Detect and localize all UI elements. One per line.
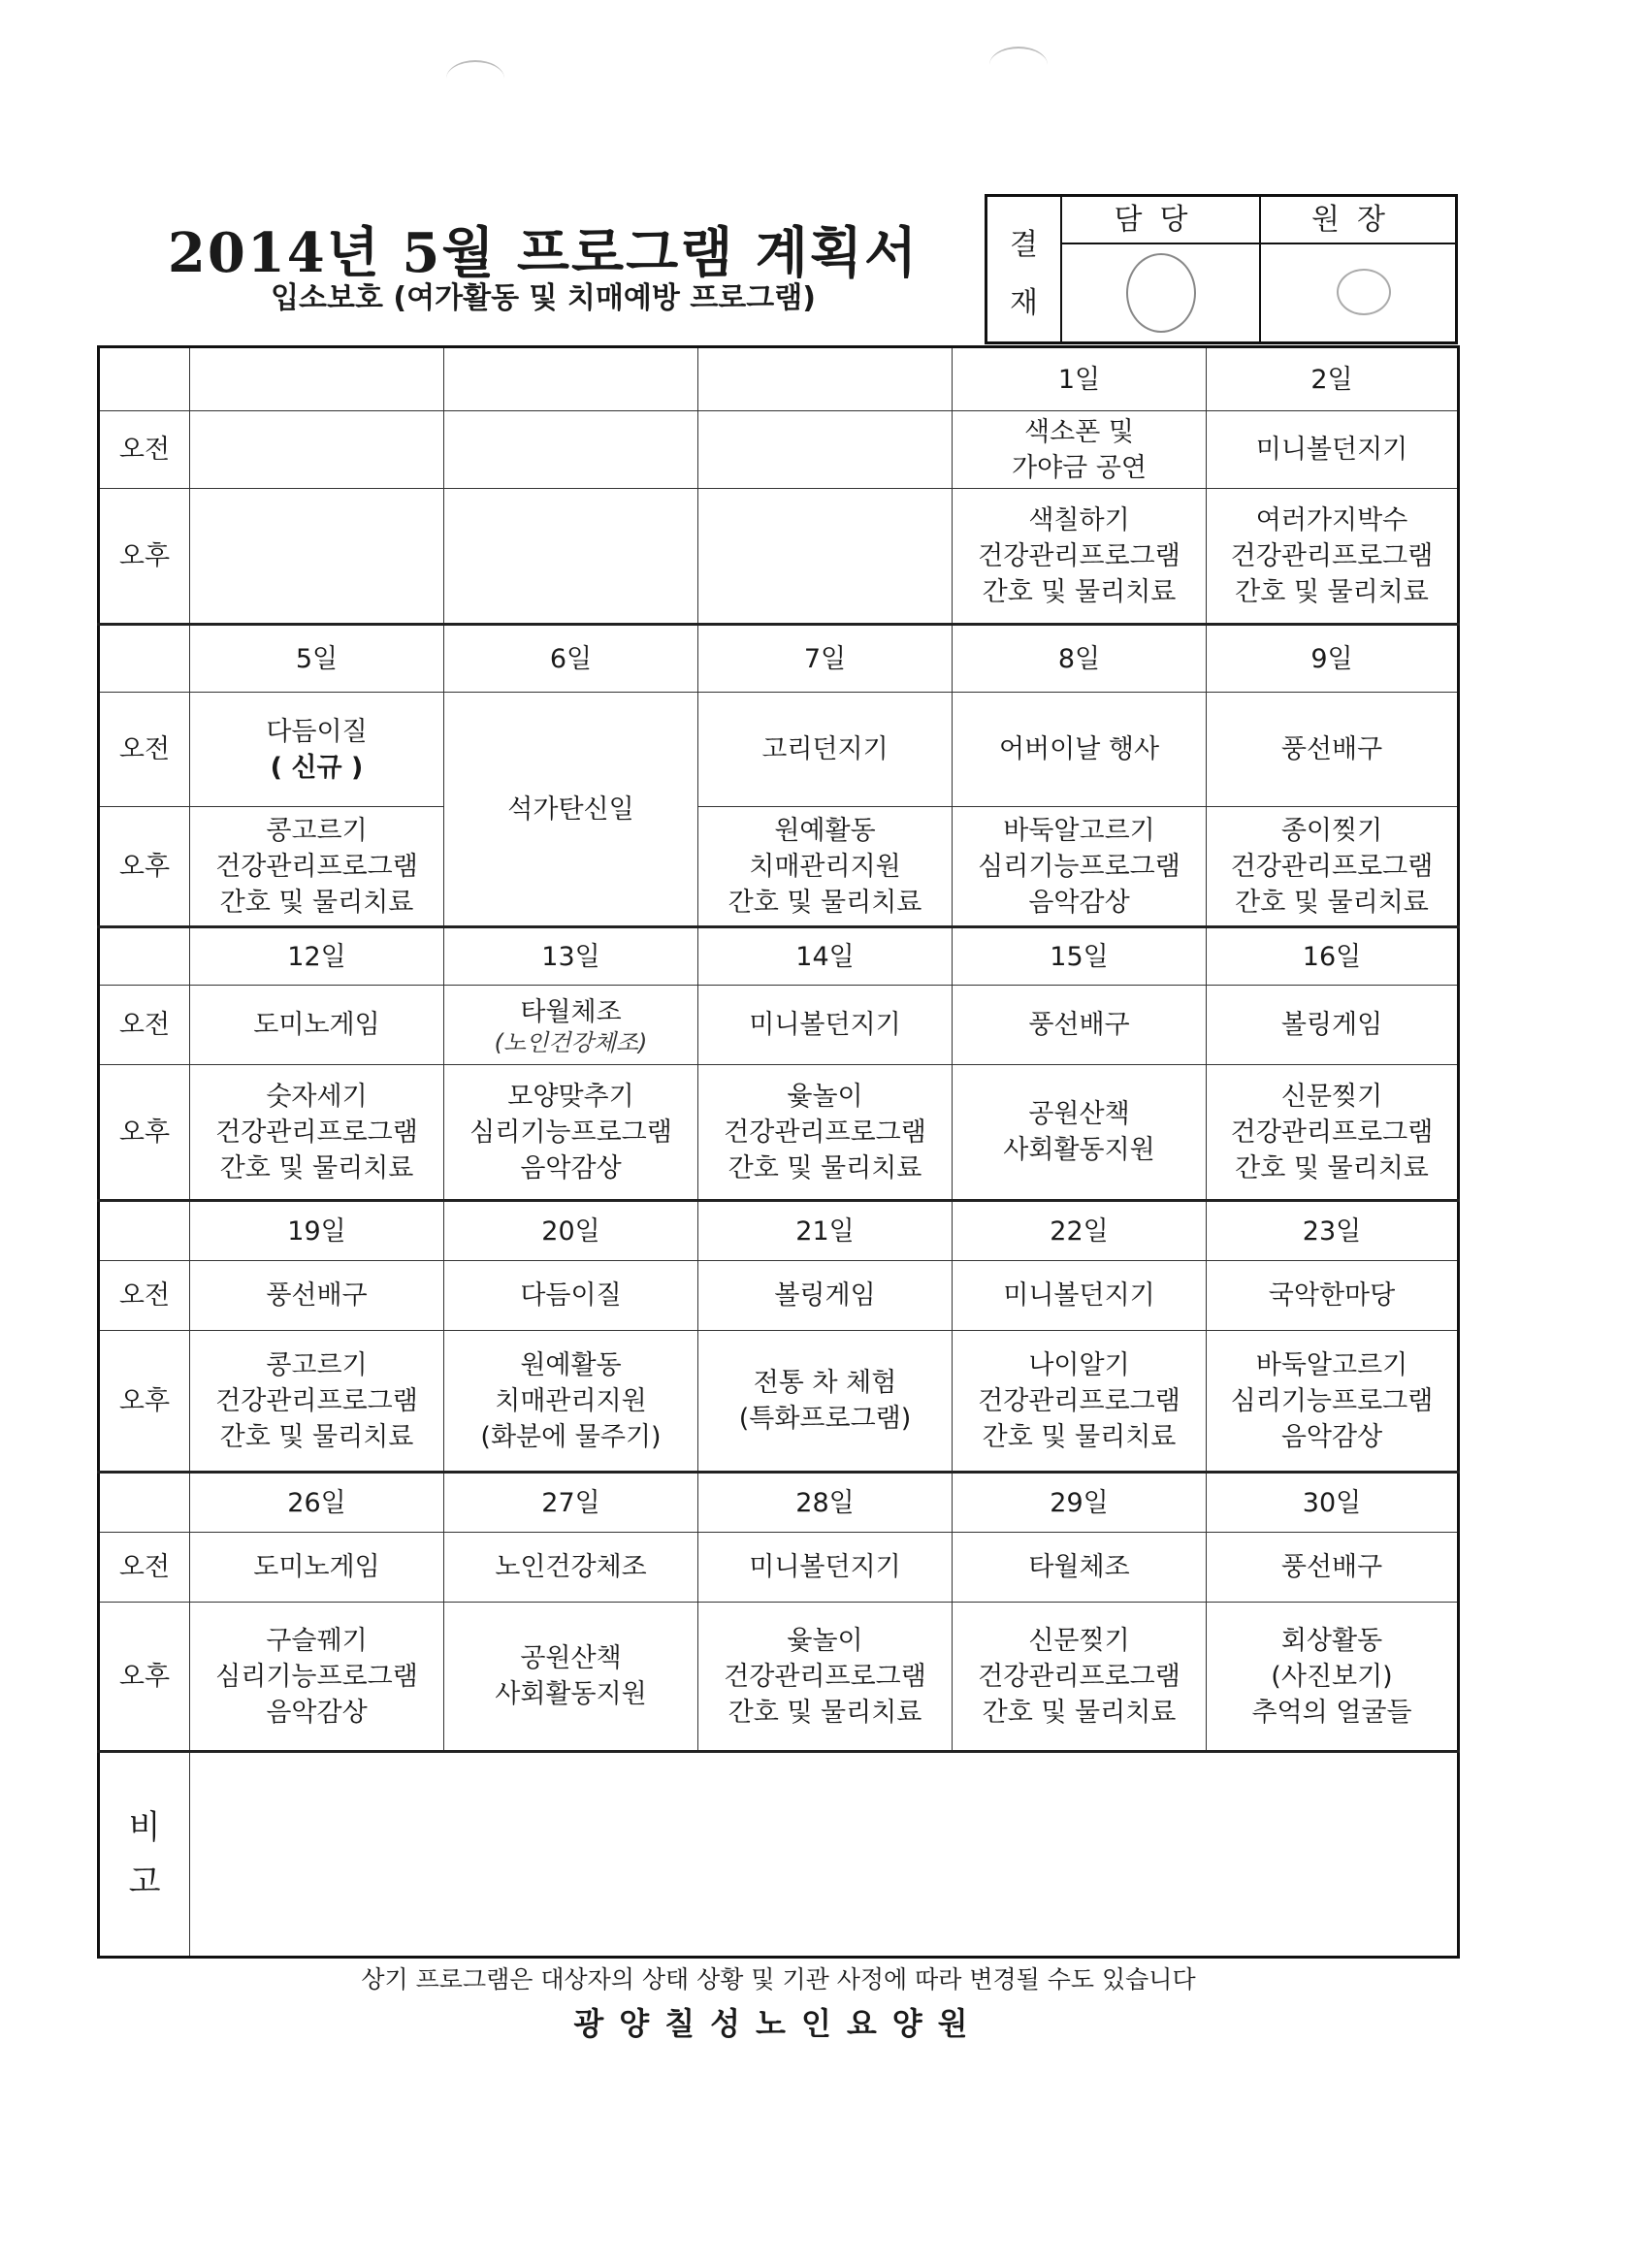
- week-3-am-row: [99, 986, 1459, 1065]
- program-line: 치매관리지원: [495, 1385, 647, 1416]
- am-cell: [1207, 693, 1459, 807]
- week-5-am-row: [99, 1533, 1459, 1603]
- pm-cell: [953, 807, 1207, 927]
- program-line: 건강관리프로그램: [978, 1661, 1180, 1692]
- program-line: 종이찢기: [1280, 815, 1383, 846]
- date-cell: 23일: [1207, 1201, 1459, 1261]
- program-line: 미니볼던지기: [1003, 1280, 1155, 1311]
- remarks-body: [190, 1752, 1459, 1958]
- program-line: 건강관리프로그램: [1230, 540, 1434, 571]
- program-line: 도미노게임: [253, 1010, 380, 1040]
- pm-cell: [698, 1331, 953, 1473]
- date-cell: 12일: [190, 927, 444, 986]
- program-line: 나이알기: [1028, 1349, 1130, 1380]
- date-cell: [698, 347, 953, 411]
- pm-cell: [190, 1065, 444, 1201]
- corner-cell: [99, 1201, 190, 1261]
- am-cell: [698, 986, 953, 1065]
- pm-label: 오후: [99, 807, 190, 927]
- pm-cell: [953, 1331, 1207, 1473]
- date-cell: 30일: [1207, 1473, 1459, 1533]
- am-label: 오전: [99, 411, 190, 489]
- program-line: 건강관리프로그램: [215, 1385, 418, 1416]
- pm-cell: [190, 807, 444, 927]
- program-line: 간호 및 물리치료: [728, 887, 922, 918]
- week-2-date-row: [99, 625, 1459, 693]
- approval-side-bottom: 재: [1010, 286, 1038, 320]
- week-5-date-row: [99, 1473, 1459, 1533]
- am-cell: [190, 1261, 444, 1331]
- holiday-label: 석가탄신일: [507, 794, 634, 825]
- program-line: 심리기능프로그램: [978, 851, 1180, 882]
- program-line: 심리기능프로그램: [215, 1661, 418, 1692]
- pm-cell: [444, 1331, 698, 1473]
- date-cell: [190, 347, 444, 411]
- schedule-table: [97, 345, 1460, 1959]
- week-4-date-row: [99, 1201, 1459, 1261]
- approval-col-manager-label: 담당: [1060, 197, 1259, 244]
- program-line: 추억의 얼굴들: [1251, 1697, 1412, 1728]
- pm-cell: [698, 1065, 953, 1201]
- week-1-pm-row: [99, 489, 1459, 625]
- program-line: 건강관리프로그램: [978, 1385, 1180, 1416]
- date-cell: 9일: [1207, 625, 1459, 693]
- pm-cell: [698, 489, 953, 625]
- pm-cell: [444, 1603, 698, 1752]
- program-line: 도미노게임: [253, 1552, 380, 1582]
- pm-cell: [953, 1065, 1207, 1201]
- program-line: 볼링게임: [1280, 1010, 1383, 1040]
- am-cell: [190, 411, 444, 489]
- program-line: 다듬이질: [520, 1280, 622, 1311]
- date-cell: 15일: [953, 927, 1207, 986]
- pm-label: 오후: [99, 1603, 190, 1752]
- am-cell: [190, 1533, 444, 1603]
- pm-label: 오후: [99, 1065, 190, 1201]
- program-line: 간호 및 물리치료: [982, 1421, 1177, 1452]
- program-line: 심리기능프로그램: [469, 1117, 672, 1148]
- program-line: 원예활동: [774, 815, 876, 846]
- program-line: 건강관리프로그램: [215, 851, 418, 882]
- am-cell: [698, 1533, 953, 1603]
- program-line: 건강관리프로그램: [978, 540, 1180, 571]
- week-2-am-row: [99, 693, 1459, 807]
- date-cell: 28일: [698, 1473, 953, 1533]
- corner-cell: [99, 927, 190, 986]
- program-line: 간호 및 물리치료: [728, 1152, 922, 1183]
- week-4-am-row: [99, 1261, 1459, 1331]
- program-line: 콩고르기: [266, 1349, 368, 1380]
- date-cell: 14일: [698, 927, 953, 986]
- date-cell: 8일: [953, 625, 1207, 693]
- date-cell: 22일: [953, 1201, 1207, 1261]
- pm-cell: [444, 1065, 698, 1201]
- pm-cell: [190, 489, 444, 625]
- program-line: 노인건강체조: [495, 1552, 647, 1582]
- program-line: 모양맞추기: [507, 1081, 634, 1112]
- am-cell: [1207, 411, 1459, 489]
- page-title: 2014년 5월 프로그램 계획서: [167, 221, 920, 285]
- date-cell: 7일: [698, 625, 953, 693]
- program-line: 가야금 공연: [1012, 452, 1147, 483]
- date-cell: 27일: [444, 1473, 698, 1533]
- program-line: 사회활동지원: [495, 1679, 647, 1709]
- date-cell: 26일: [190, 1473, 444, 1533]
- program-line: 색소폰 및: [1024, 416, 1134, 447]
- approval-side-label: [987, 197, 1062, 341]
- pm-cell: [444, 489, 698, 625]
- program-line: 간호 및 물리치료: [728, 1697, 922, 1728]
- date-cell: 19일: [190, 1201, 444, 1261]
- program-line: 간호 및 물리치료: [982, 1697, 1177, 1728]
- program-line: 바둑알고르기: [1003, 815, 1155, 846]
- director-signature-icon: [1337, 269, 1391, 315]
- am-cell: [698, 411, 953, 489]
- program-line: 풍선배구: [266, 1280, 368, 1311]
- am-cell: [1207, 1533, 1459, 1603]
- program-line: 건강관리프로그램: [724, 1117, 926, 1148]
- program-line: 건강관리프로그램: [724, 1661, 926, 1692]
- corner-cell: [99, 625, 190, 693]
- program-line: 국악한마당: [1268, 1280, 1396, 1311]
- program-line: 공원산책: [520, 1643, 622, 1673]
- program-line: 간호 및 물리치료: [1235, 887, 1429, 918]
- program-line: 바둑알고르기: [1255, 1349, 1408, 1380]
- am-label: 오전: [99, 1533, 190, 1603]
- program-line: (특화프로그램): [738, 1404, 912, 1434]
- am-cell: [1207, 986, 1459, 1065]
- program-line: 윷놀이: [787, 1081, 863, 1112]
- program-line: 색칠하기: [1028, 504, 1130, 535]
- pm-cell: [698, 807, 953, 927]
- date-cell: 20일: [444, 1201, 698, 1261]
- pm-cell: [190, 1331, 444, 1473]
- program-line: 간호 및 물리치료: [219, 1152, 414, 1183]
- pm-label: 오후: [99, 1331, 190, 1473]
- punch-hole-mark-right: [989, 47, 1048, 83]
- program-line: 음악감상: [520, 1152, 622, 1183]
- am-cell: [444, 1261, 698, 1331]
- corner-cell: [99, 347, 190, 411]
- approval-box: [985, 194, 1458, 344]
- program-line: 여러가지박수: [1255, 504, 1408, 535]
- punch-hole-mark-left: [446, 60, 504, 97]
- program-line: 사회활동지원: [1003, 1135, 1155, 1165]
- program-line: 고리던지기: [761, 734, 889, 764]
- am-cell: [698, 693, 953, 807]
- am-cell: [953, 1533, 1207, 1603]
- pm-cell: [1207, 807, 1459, 927]
- pm-cell: [698, 1603, 953, 1752]
- program-line: 미니볼던지기: [749, 1552, 901, 1582]
- program-line: 타월체조: [1028, 1552, 1130, 1582]
- pm-cell: [953, 1603, 1207, 1752]
- program-line: 건강관리프로그램: [1230, 1117, 1434, 1148]
- program-line: 미니볼던지기: [1255, 435, 1408, 465]
- program-line: 풍선배구: [1028, 1010, 1130, 1040]
- week-5-pm-row: [99, 1603, 1459, 1752]
- remarks-label-2: 고: [128, 1862, 161, 1901]
- approval-col-manager: [1060, 197, 1261, 341]
- program-line: 간호 및 물리치료: [1235, 576, 1429, 607]
- am-cell: [953, 986, 1207, 1065]
- date-cell: 21일: [698, 1201, 953, 1261]
- program-line: 건강관리프로그램: [1230, 851, 1434, 882]
- am-cell: [953, 693, 1207, 807]
- pm-cell: [1207, 1065, 1459, 1201]
- am-cell: [444, 986, 698, 1065]
- program-line: 간호 및 물리치료: [982, 576, 1177, 607]
- program-line: (사진보기): [1271, 1661, 1393, 1692]
- week-4-pm-row: [99, 1331, 1459, 1473]
- program-line: 간호 및 물리치료: [1235, 1152, 1429, 1183]
- date-cell: 16일: [1207, 927, 1459, 986]
- am-cell: [190, 986, 444, 1065]
- program-line: 구슬꿰기: [266, 1625, 368, 1656]
- page-subtitle: 입소보호 (여가활동 및 치매예방 프로그램): [271, 281, 816, 315]
- pm-cell: [953, 489, 1207, 625]
- program-line: 풍선배구: [1280, 1552, 1383, 1582]
- program-line: 타월체조: [520, 997, 622, 1027]
- remarks-row: [99, 1752, 1459, 1958]
- program-line: 숫자세기: [266, 1081, 368, 1112]
- corner-cell: [99, 1473, 190, 1533]
- am-cell: [953, 411, 1207, 489]
- pm-cell: [1207, 1603, 1459, 1752]
- organization-name: 광양칠성노인요양원: [573, 2005, 984, 2042]
- program-line: 미니볼던지기: [749, 1010, 901, 1040]
- pm-cell: [1207, 1331, 1459, 1473]
- am-label: 오전: [99, 693, 190, 807]
- program-line: 원예활동: [520, 1349, 622, 1380]
- program-line: 풍선배구: [1280, 734, 1383, 764]
- program-line-new: ( 신규 ): [270, 752, 364, 783]
- change-notice: 상기 프로그램은 대상자의 상태 상황 및 기관 사정에 따라 변경될 수도 있습니다: [361, 1965, 1196, 1993]
- am-cell: [444, 411, 698, 489]
- date-cell: [444, 347, 698, 411]
- week-1-am-row: [99, 411, 1459, 489]
- approval-side-top: 결: [1010, 228, 1038, 262]
- am-label: 오전: [99, 986, 190, 1065]
- remarks-label-1: 비: [128, 1807, 161, 1847]
- program-line: 회상활동: [1280, 1625, 1383, 1656]
- pm-cell: [1207, 489, 1459, 625]
- program-line: 건강관리프로그램: [215, 1117, 418, 1148]
- program-line: (화분에 물주기): [480, 1421, 662, 1452]
- program-line: 콩고르기: [266, 815, 368, 846]
- am-cell: [444, 1533, 698, 1603]
- date-cell: 5일: [190, 625, 444, 693]
- am-cell: [1207, 1261, 1459, 1331]
- week-2-pm-row: [99, 807, 1459, 927]
- am-cell: [698, 1261, 953, 1331]
- week-3-date-row: [99, 927, 1459, 986]
- program-line: 간호 및 물리치료: [219, 1421, 414, 1452]
- remarks-label: [99, 1752, 190, 1958]
- approval-col-director: [1259, 197, 1455, 341]
- am-label: 오전: [99, 1261, 190, 1331]
- program-line: 전통 차 체험: [753, 1368, 897, 1398]
- handwritten-note: (노인건강체조): [494, 1029, 648, 1056]
- manager-seal-icon: [1126, 253, 1196, 333]
- pm-cell: [190, 1603, 444, 1752]
- program-line: 볼링게임: [774, 1280, 876, 1311]
- program-line: 치매관리지원: [749, 851, 901, 882]
- am-cell: [190, 693, 444, 807]
- date-cell: 2일: [1207, 347, 1459, 411]
- date-cell: 1일: [953, 347, 1207, 411]
- date-cell: 13일: [444, 927, 698, 986]
- date-cell: 6일: [444, 625, 698, 693]
- program-line: 음악감상: [1280, 1421, 1383, 1452]
- program-line: 윷놀이: [787, 1625, 863, 1656]
- program-line: 심리기능프로그램: [1230, 1385, 1434, 1416]
- date-cell: 29일: [953, 1473, 1207, 1533]
- pm-label: 오후: [99, 489, 190, 625]
- program-line: 다듬이질: [266, 716, 368, 747]
- program-line: 신문찢기: [1280, 1081, 1383, 1112]
- am-cell: [953, 1261, 1207, 1331]
- week-3-pm-row: [99, 1065, 1459, 1201]
- holiday-cell: [444, 693, 698, 927]
- program-line: 공원산책: [1028, 1099, 1130, 1129]
- week-1-date-row: [99, 347, 1459, 411]
- program-line: 간호 및 물리치료: [219, 887, 414, 918]
- program-line: 신문찢기: [1028, 1625, 1130, 1656]
- approval-col-director-label: 원장: [1259, 197, 1455, 244]
- program-line: 어버이날 행사: [998, 734, 1160, 764]
- program-line: 음악감상: [1028, 887, 1130, 918]
- program-line: 음악감상: [266, 1697, 368, 1728]
